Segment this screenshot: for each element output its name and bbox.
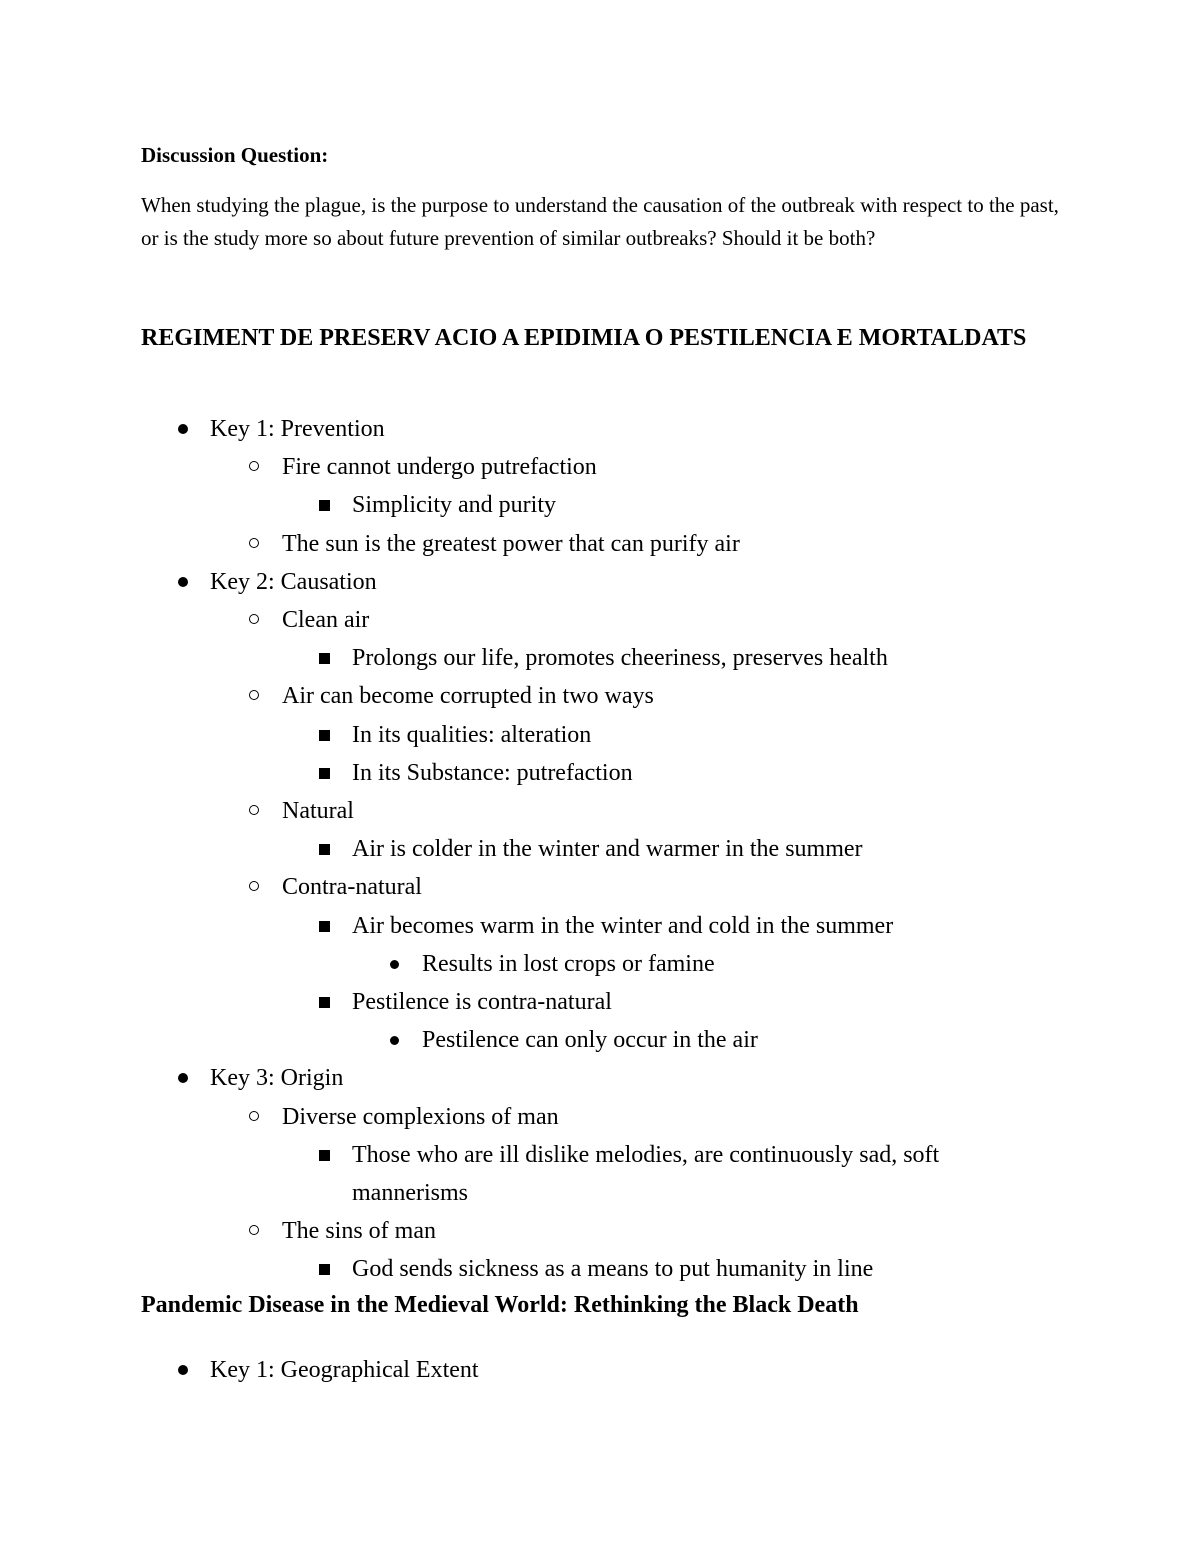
outline-item [0,1136,1200,1174]
outline-item [0,1021,1200,1059]
outline-item [0,1250,1200,1288]
circle-bullet-icon [249,690,259,700]
outline-item [0,601,1200,639]
outline-item-text: Air becomes warm in the winter and cold in the summer [352,912,894,939]
outline-item [0,830,1200,868]
circle-bullet-icon [249,805,259,815]
square-bullet-icon [319,921,330,932]
outline-item-text: In its qualities: alteration [352,721,592,748]
outline-item-text: Clean air [282,607,370,633]
outline-item [0,792,1200,830]
outline-item [0,1212,1200,1250]
outline-item [0,868,1200,906]
outline-item [0,1174,1200,1212]
outline-item [0,486,1200,524]
outline-item [0,1059,1200,1097]
square-bullet-icon [319,768,330,779]
square-bullet-icon [319,500,330,511]
outline-item-text: The sins of man [282,1218,436,1245]
outline-item [0,448,1200,486]
outline-item-text: Simplicity and purity [352,492,556,519]
disc-bullet-icon [178,1365,188,1375]
outline-item [0,563,1200,601]
outline-item-text: Key 2: Causation [210,568,377,595]
outline-item-text: Those who are ill dislike melodies, are continuously sad, soft [352,1141,940,1168]
circle-bullet-icon [249,461,259,471]
circle-bullet-icon [249,881,259,891]
outline-item-text: mannerisms [352,1180,468,1206]
outline-item-text: Pestilence can only occur in the air [422,1027,758,1054]
outline-item-text: Air is colder in the winter and warmer in the summer [352,836,863,863]
disc-bullet-icon [390,960,399,969]
outline-item-text: God sends sickness as a means to put humanity in line [352,1256,874,1283]
circle-bullet-icon [249,538,259,548]
outline-item-text: Diverse complexions of man [282,1103,559,1130]
outline-item-text: Results in lost crops or famine [422,950,715,977]
section1-heading: REGIMENT DE PRESERV ACIO A EPIDIMIA O PESTILENCIA E MORTALDATS [141,325,1027,351]
disc-bullet-icon [178,577,188,587]
outline-item [0,907,1200,945]
outline-item [0,716,1200,754]
square-bullet-icon [319,844,330,855]
outline-item [0,945,1200,983]
circle-bullet-icon [249,614,259,624]
square-bullet-icon [319,1150,330,1161]
square-bullet-icon [319,997,330,1008]
circle-bullet-icon [249,1225,259,1235]
outline-item [0,677,1200,715]
discussion-question-label: Discussion Question: [141,143,329,167]
outline-item-text: In its Substance: putrefaction [352,759,633,786]
square-bullet-icon [319,730,330,741]
outline-item [0,525,1200,563]
outline-item-text: Key 1: Geographical Extent [210,1357,479,1383]
disc-bullet-icon [178,424,188,434]
outline-item [0,1098,1200,1136]
outline-item-text: Key 3: Origin [210,1065,344,1092]
outline-item-text: Air can become corrupted in two ways [282,683,654,710]
square-bullet-icon [319,653,330,664]
outline-item-text: Prolongs our life, promotes cheeriness, preserves health [352,645,888,672]
section2-heading: Pandemic Disease in the Medieval World: Rethinking the Black Death [141,1292,859,1318]
disc-bullet-icon [390,1036,399,1045]
outline-item [0,754,1200,792]
outline-item-text: Contra-natural [282,874,422,901]
outline-item-text: Key 1: Prevention [210,416,385,442]
outline-item-text: Fire cannot undergo putrefaction [282,454,597,481]
outline-item [0,983,1200,1021]
discussion-question-text: When studying the plague, is the purpose to understand the causation of the outbreak with respect to the past, or is the study more so about future prevention of similar outbreaks? Should it be both? [141,193,1059,250]
outline-item-text: Pestilence is contra-natural [352,989,612,1015]
outline-item [0,1351,1200,1389]
outline-item [0,639,1200,677]
disc-bullet-icon [178,1073,188,1083]
square-bullet-icon [319,1264,330,1275]
outline-item [0,410,1200,448]
outline-item-text: The sun is the greatest power that can purify air [282,530,740,557]
outline-item-text: Natural [282,798,354,824]
circle-bullet-icon [249,1111,259,1121]
